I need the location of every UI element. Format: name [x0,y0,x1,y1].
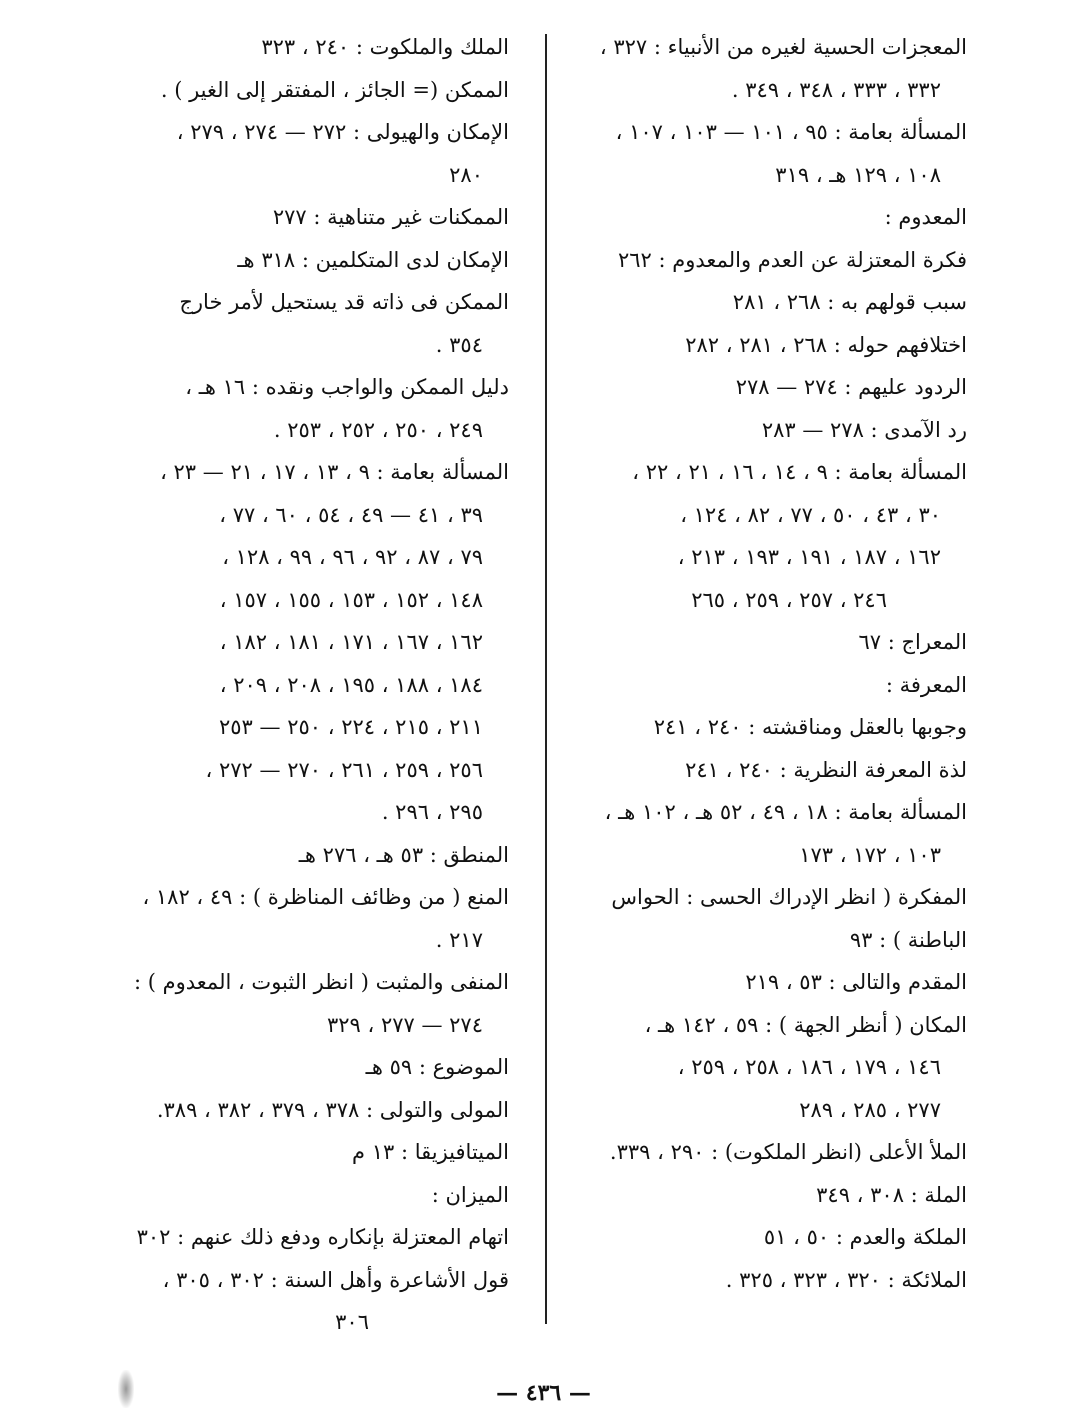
index-entry-line: ١٠٣ ، ١٧٢ ، ١٧٣ [799,842,941,867]
index-entry-line: ١٦٢ ، ١٨٧ ، ١٩١ ، ١٩٣ ، ٢١٣ ، [677,545,941,569]
index-entry-line: ٢٥٦ ، ٢٥٩ ، ٢٦١ ، ٢٧٠ — ٢٧٢ ، [205,757,483,782]
index-entry-line: لذة المعرفة النظرية : ٢٤٠ ، ٢٤١ [685,757,967,782]
index-entry-line: المسألة بعامة : ٩٥ ، ١٠١ — ١٠٣ ، ١٠٧ ، [615,120,967,144]
index-entry-line: رد الآمدى : ٢٧٨ — ٢٨٣ [761,417,967,442]
index-entry-line: وجوبها بالعقل ومناقشته : ٢٤٠ ، ٢٤١ [653,715,967,739]
page-number: — ٤٣٦ — [496,1380,591,1406]
index-entry-line: الميزان : [431,1182,509,1207]
index-entry-line: المعجزات الحسية لغيره من الأنبياء : ٣٢٧ ، [599,35,967,59]
index-entry-line: ٢٧٧ ، ٢٨٥ ، ٢٨٩ [799,1097,941,1122]
index-entry-line: ٣٠ ، ٤٣ ، ٥٠ ، ٧٧ ، ٨٢ ، ١٢٤ ، [680,502,941,527]
index-entry-line: ٢٩٥ ، ٢٩٦ . [381,800,483,824]
index-entry-line: ٣٥٤ . [435,332,483,357]
index-entry-line: المسألة بعامة : ٩ ، ١٣ ، ١٧ ، ٢١ — ٢٣ ، [160,460,509,484]
index-entry-line: الملك والملكوت : ٢٤٠ ، ٣٢٣ [261,35,509,59]
index-entry-line: المقدم والتالى : ٥٣ ، ٢١٩ [745,970,967,994]
index-entry-line: ٢٤٦ ، ٢٥٧ ، ٢٥٩ ، ٢٦٥ [691,587,887,612]
index-entry-line: الردود عليهم : ٢٧٤ — ٢٧٨ [735,375,967,399]
index-entry-line: المولى والتولى : ٣٧٨ ، ٣٧٩ ، ٣٨٢ ، ٣٨٩. [156,1097,509,1122]
index-entry-line: المسألة بعامة : ٩ ، ١٤ ، ١٦ ، ٢١ ، ٢٢ ، [632,460,967,484]
index-entry-line: ٢٤٩ ، ٢٥٠ ، ٢٥٢ ، ٢٥٣ . [273,417,483,442]
index-entry-line: الإمكان لدى المتكلمين : ٣١٨ هـ [237,247,509,272]
index-entry-line: ٢١٧ . [435,927,483,952]
index-entry-line: سبب قولهم به : ٢٦٨ ، ٢٨١ [732,290,967,314]
index-entry-line: قول الأشاعرة وأهل السنة : ٣٠٢ ، ٣٠٥ ، [162,1267,509,1292]
index-column-left [114,26,509,1344]
index-entry-line: ٧٩ ، ٨٧ ، ٩٢ ، ٩٦ ، ٩٩ ، ١٢٨ ، [222,545,483,569]
index-entry-line: الباطنة ) : ٩٣ [849,927,967,952]
index-entry-line: الممكن فى ذاته قد يستحيل لأمر خارج [179,290,509,314]
index-entry-line: المفكرة ( انظر الإدراك الحسى : الحواس [611,885,967,909]
index-entry-line: الملكة والعدم : ٥٠ ، ٥١ [763,1225,967,1249]
index-entry-line: ١٤٦ ، ١٧٩ ، ١٨٦ ، ٢٥٨ ، ٢٥٩ ، [677,1055,941,1079]
index-entry-line: اختلافهم حوله : ٢٦٨ ، ٢٨١ ، ٢٨٢ [685,332,967,357]
index-entry-line: ١٠٨ ، ١٢٩ هـ ، ٣١٩ [775,162,941,187]
index-entry-line: ١٤٨ ، ١٥٢ ، ١٥٣ ، ١٥٥ ، ١٥٧ ، [219,587,483,612]
index-entry-line: ٢١١ ، ٢١٥ ، ٢٢٤ ، ٢٥٠ — ٢٥٣ [219,715,483,739]
index-column-right [547,26,967,1301]
index-entry-line: الملأ الأعلى (انظر الملكوت) : ٢٩٠ ، ٣٣٩. [609,1140,967,1164]
index-entry-line: الممكن (= الجائز ، المفتقر إلى الغير ) . [160,77,509,102]
index-entry-line: ٢٧٤ — ٢٧٧ ، ٣٢٩ [326,1012,483,1037]
index-entry-line: المنطق : ٥٣ هـ ، ٢٧٦ هـ [298,842,509,867]
index-entry-line: المنع ( من وظائف المناظرة ) : ٤٩ ، ١٨٢ ، [142,885,509,909]
index-entry-line: المعدوم : [884,205,967,229]
index-entry-line: ٣٩ ، ٤١ — ٤٩ ، ٥٤ ، ٦٠ ، ٧٧ ، [219,502,483,527]
scan-mark [118,1370,134,1408]
index-entry-line: الملائكة : ٣٢٠ ، ٣٢٣ ، ٣٢٥ . [725,1267,967,1292]
index-entry-line: الممكنات غير متناهية : ٢٧٧ [272,205,509,229]
index-entry-line: ٣٠٦ [335,1310,369,1334]
index-entry-line: المعراج : ٦٧ [858,630,967,654]
index-entry-line: دليل الممكن والواجب ونقده : ١٦ هـ ، [185,375,509,399]
index-entry-line: فكرة المعتزلة عن العدم والمعدوم : ٢٦٢ [618,247,967,272]
index-entry-line: ١٦٢ ، ١٦٧ ، ١٧١ ، ١٨١ ، ١٨٢ ، [219,630,483,654]
index-entry-line: ٢٨٠ [449,162,483,187]
index-entry-line: المسألة بعامة : ١٨ ، ٤٩ ، ٥٢ هـ ، ١٠٢ هـ ، [604,800,967,824]
index-entry-line: الميتافيزيقا : ١٣ م [352,1140,509,1164]
index-entry-line: المعرفة : [885,672,967,697]
index-entry-line: الملة : ٣٠٨ ، ٣٤٩ [816,1182,967,1207]
index-entry-line: اتهام المعتزلة بإنكاره ودفع ذلك عنهم : ٣٠٢ [136,1225,509,1249]
index-entry-line: المكان ( أنظر الجهة ) : ٥٩ ، ١٤٢ هـ ، [644,1012,967,1037]
index-entry-line: المنفى والمثبت ( انظر الثبوت ، المعدوم ) : [134,970,509,994]
index-entry-line: الإمكان والهيولى : ٢٧٢ — ٢٧٤ ، ٢٧٩ ، [176,120,509,144]
column-divider [545,34,547,1324]
index-entry-line: ٣٣٢ ، ٣٣٣ ، ٣٤٨ ، ٣٤٩ . [731,77,941,102]
index-entry-line: ١٨٤ ، ١٨٨ ، ١٩٥ ، ٢٠٨ ، ٢٠٩ ، [219,672,483,697]
index-entry-line: الموضوع : ٥٩ هـ [365,1055,509,1079]
